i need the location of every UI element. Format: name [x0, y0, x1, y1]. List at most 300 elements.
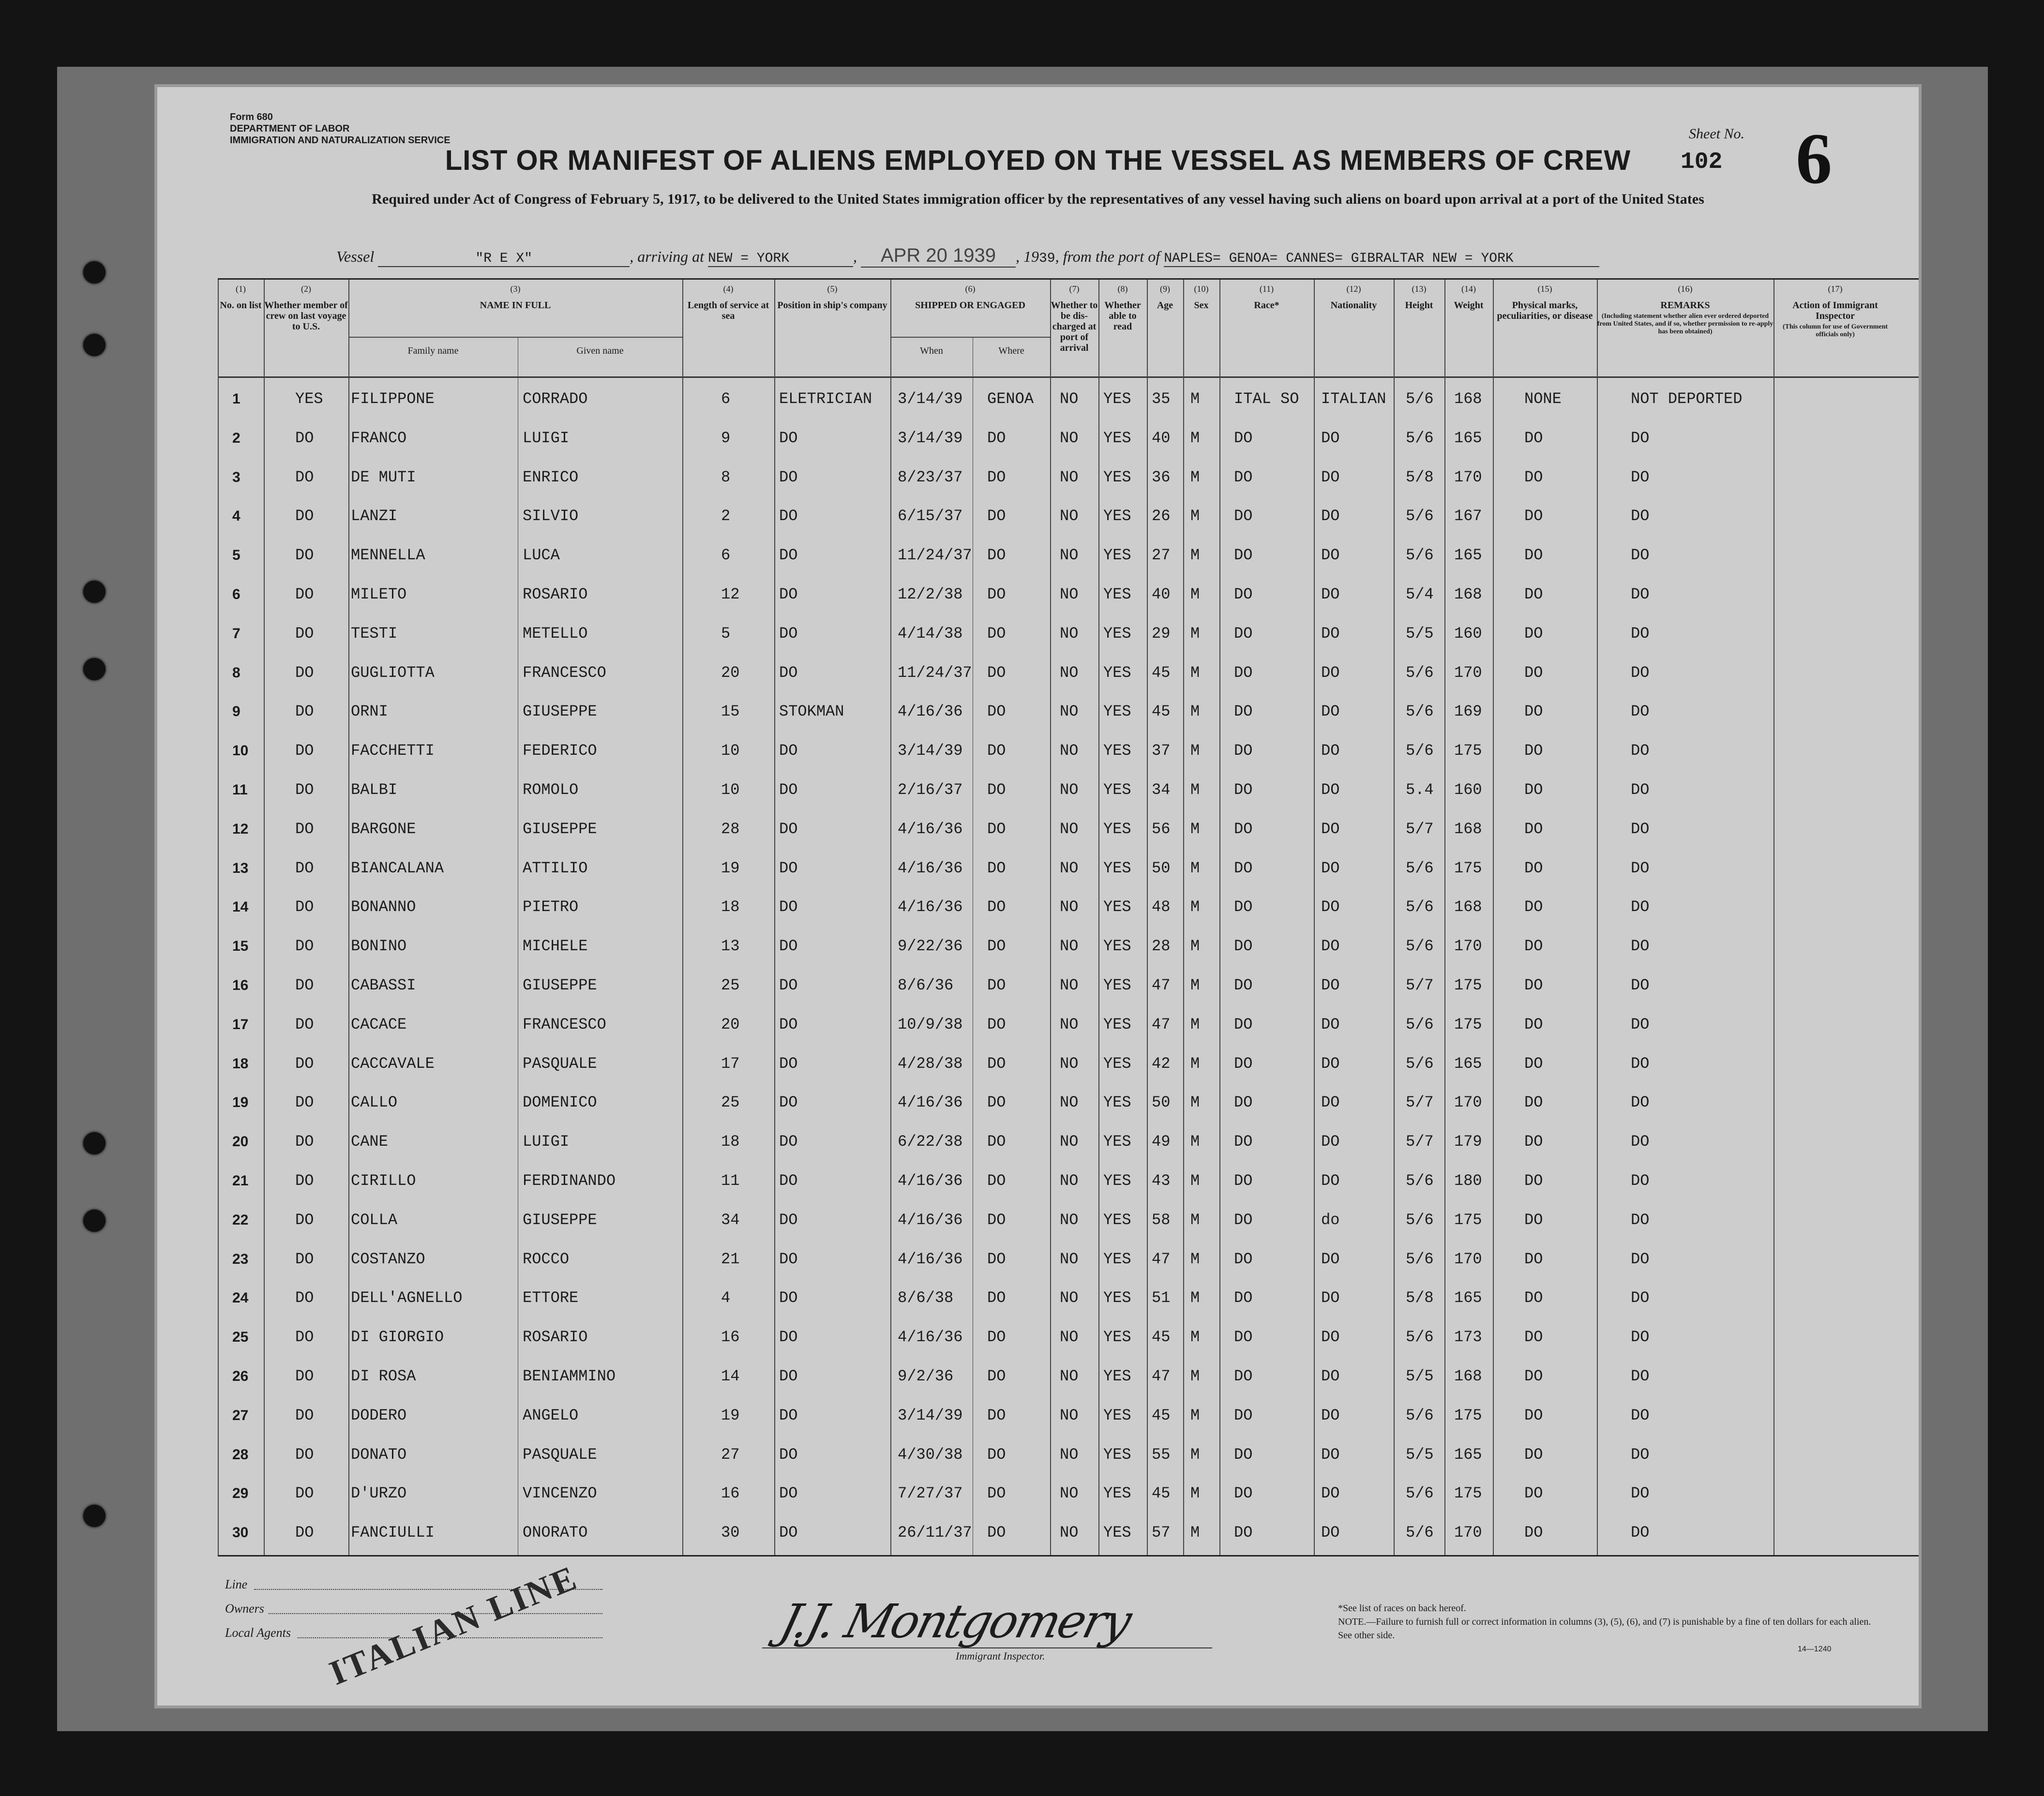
cell-remarks: DO	[1631, 937, 1650, 956]
cell-service: 14	[721, 1367, 740, 1385]
cell-when: 3/14/39	[898, 390, 963, 408]
cell-service: 15	[721, 703, 740, 721]
cell-given: GIUSEPPE	[523, 1211, 597, 1229]
column-label: SHIPPED OR ENGAGED	[915, 300, 1025, 311]
cell-no: 12	[232, 821, 249, 837]
cell-crew: DO	[295, 898, 314, 916]
inspector-label: Immigrant Inspector.	[956, 1650, 1045, 1662]
column-header	[1773, 280, 1897, 376]
column-header	[1314, 280, 1394, 376]
cell-when: 11/24/37	[898, 663, 972, 682]
cell-nationality: DO	[1321, 1367, 1340, 1385]
vessel-line: Vessel "R E X" , arriving at NEW = YORK , APR 20 1939 , 1939, from the port of NAPLES= GENOA= CANNES= GIBRALTAR NEW = YORK	[336, 245, 1599, 268]
column-label: Nationality	[1330, 300, 1377, 311]
cell-service: 10	[721, 742, 740, 760]
cell-no: 9	[232, 703, 240, 720]
cell-race: DO	[1234, 585, 1253, 603]
cell-service: 25	[721, 976, 740, 994]
cell-age: 56	[1152, 820, 1171, 838]
punch-hole	[83, 658, 105, 680]
cell-no: 18	[232, 1055, 249, 1072]
cell-sex: M	[1190, 703, 1200, 721]
cell-nationality: DO	[1321, 1250, 1340, 1268]
cell-race: DO	[1234, 1289, 1253, 1307]
cell-no: 7	[232, 625, 240, 642]
column-number: (12)	[1346, 284, 1361, 294]
cell-sex: M	[1190, 859, 1200, 877]
cell-age: 45	[1152, 1406, 1171, 1424]
cell-given: FERDINANDO	[523, 1172, 616, 1190]
cell-age: 45	[1152, 703, 1171, 721]
cell-nationality: DO	[1321, 937, 1340, 956]
column-label: REMARKS	[1660, 300, 1710, 311]
cell-discharged: NO	[1060, 1054, 1079, 1073]
table-row	[218, 1124, 1919, 1160]
cell-sex: M	[1190, 820, 1200, 838]
column-number: (2)	[301, 284, 311, 294]
table-row	[218, 498, 1919, 534]
cell-family: TESTI	[351, 624, 398, 643]
cell-family: CACCAVALE	[351, 1054, 435, 1073]
cell-age: 28	[1152, 937, 1171, 956]
table-row	[218, 538, 1919, 573]
cell-family: DI ROSA	[351, 1367, 416, 1385]
cell-remarks: DO	[1631, 1250, 1650, 1268]
cell-age: 37	[1152, 742, 1171, 760]
column-number: (1)	[236, 284, 246, 294]
column-number: (3)	[510, 284, 521, 294]
cell-remarks: DO	[1631, 781, 1650, 799]
cell-sex: M	[1190, 507, 1200, 525]
cell-height: 5/4	[1406, 585, 1434, 603]
cell-nationality: DO	[1321, 859, 1340, 877]
cell-age: 29	[1152, 624, 1171, 643]
cell-read: YES	[1103, 1211, 1131, 1229]
cell-nationality: do	[1321, 1211, 1340, 1229]
cell-race: DO	[1234, 1445, 1253, 1464]
cell-when: 4/16/36	[898, 1250, 963, 1268]
cell-race: DO	[1234, 1093, 1253, 1112]
cell-position: DO	[779, 1133, 798, 1151]
table-row	[218, 1515, 1919, 1551]
cell-crew: DO	[295, 859, 314, 877]
cell-discharged: NO	[1060, 976, 1079, 994]
cell-crew: DO	[295, 742, 314, 760]
cell-height: 5/6	[1406, 1211, 1434, 1229]
table-row	[218, 381, 1919, 417]
cell-position: DO	[779, 1328, 798, 1347]
cell-height: 5/6	[1406, 1328, 1434, 1347]
cell-marks: DO	[1524, 1093, 1543, 1112]
subcolumn-label: Where	[998, 345, 1024, 356]
cell-height: 5/5	[1406, 624, 1434, 643]
cell-height: 5/6	[1406, 1015, 1434, 1033]
table-row	[218, 1046, 1919, 1082]
cell-race: DO	[1234, 429, 1253, 447]
cell-marks: DO	[1524, 1015, 1543, 1033]
races-note: *See list of races on back hereof.	[1338, 1603, 1466, 1614]
arriving-port: NEW = YORK	[708, 251, 853, 267]
cell-read: YES	[1103, 1172, 1131, 1190]
cell-crew: DO	[295, 1524, 314, 1542]
cell-given: VINCENZO	[523, 1484, 597, 1503]
cell-height: 5/5	[1406, 1367, 1434, 1385]
cell-when: 8/6/36	[898, 976, 954, 994]
cell-discharged: NO	[1060, 1524, 1079, 1542]
cell-nationality: DO	[1321, 546, 1340, 565]
cell-read: YES	[1103, 624, 1131, 643]
table-row	[218, 733, 1919, 769]
cell-nationality: DO	[1321, 820, 1340, 838]
cell-position: DO	[779, 585, 798, 603]
cell-height: 5/6	[1406, 859, 1434, 877]
cell-position: DO	[779, 937, 798, 956]
cell-given: ETTORE	[523, 1289, 579, 1307]
cell-remarks: DO	[1631, 1133, 1650, 1151]
cell-where: DO	[987, 1250, 1006, 1268]
cell-read: YES	[1103, 1093, 1131, 1112]
cell-where: DO	[987, 468, 1006, 486]
cell-position: DO	[779, 1015, 798, 1033]
cell-where: DO	[987, 624, 1006, 643]
subheader-rule	[348, 337, 682, 338]
cell-race: DO	[1234, 742, 1253, 760]
cell-crew: DO	[295, 624, 314, 643]
cell-height: 5/7	[1406, 1133, 1434, 1151]
cell-discharged: NO	[1060, 1406, 1079, 1424]
cell-service: 19	[721, 1406, 740, 1424]
column-number: (8)	[1117, 284, 1128, 294]
cell-given: ENRICO	[523, 468, 579, 486]
cell-age: 35	[1152, 390, 1171, 408]
cell-weight: 165	[1454, 1054, 1482, 1073]
cell-height: 5/6	[1406, 1172, 1434, 1190]
cell-weight: 175	[1454, 742, 1482, 760]
cell-no: 16	[232, 977, 249, 993]
cell-crew: DO	[295, 1172, 314, 1190]
cell-family: COLLA	[351, 1211, 398, 1229]
column-header	[1147, 280, 1183, 376]
cell-marks: DO	[1524, 1524, 1543, 1542]
cell-family: COSTANZO	[351, 1250, 425, 1268]
cell-position: DO	[779, 429, 798, 447]
cell-no: 28	[232, 1446, 249, 1463]
cell-discharged: NO	[1060, 1328, 1079, 1347]
cell-no: 11	[232, 782, 248, 798]
header-divider	[218, 376, 1919, 378]
cell-read: YES	[1103, 820, 1131, 838]
column-label: Whether able to read	[1104, 300, 1141, 332]
cell-when: 4/16/36	[898, 1093, 963, 1112]
cell-marks: DO	[1524, 859, 1543, 877]
cell-no: 2	[232, 430, 240, 446]
cell-family: FANCIULLI	[351, 1524, 435, 1542]
cell-height: 5/7	[1406, 820, 1434, 838]
cell-family: CANE	[351, 1133, 388, 1151]
column-header	[1219, 280, 1314, 376]
column-number: (17)	[1828, 284, 1843, 294]
cell-where: GENOA	[987, 390, 1034, 408]
cell-weight: 173	[1454, 1328, 1482, 1347]
cell-age: 47	[1152, 1367, 1171, 1385]
column-header	[264, 280, 348, 376]
cell-read: YES	[1103, 546, 1131, 565]
cell-read: YES	[1103, 1367, 1131, 1385]
cell-marks: DO	[1524, 898, 1543, 916]
column-number: (4)	[723, 284, 734, 294]
cell-given: MICHELE	[523, 937, 588, 956]
cell-nationality: DO	[1321, 1054, 1340, 1073]
cell-crew: DO	[295, 585, 314, 603]
cell-read: YES	[1103, 1289, 1131, 1307]
cell-height: 5/6	[1406, 1524, 1434, 1542]
cell-position: DO	[779, 1367, 798, 1385]
cell-position: DO	[779, 1093, 798, 1112]
cell-age: 45	[1152, 663, 1171, 682]
cell-height: 5/6	[1406, 1484, 1434, 1503]
cell-service: 5	[721, 624, 731, 643]
cell-crew: DO	[295, 546, 314, 565]
column-label: Weight	[1454, 300, 1484, 311]
cell-no: 27	[232, 1407, 249, 1423]
punch-hole	[83, 334, 105, 356]
cell-no: 26	[232, 1368, 249, 1384]
cell-family: BIANCALANA	[351, 859, 444, 877]
table-row	[218, 772, 1919, 808]
cell-nationality: DO	[1321, 703, 1340, 721]
cell-no: 4	[232, 508, 240, 524]
cell-sex: M	[1190, 1406, 1200, 1424]
cell-service: 12	[721, 585, 740, 603]
table-row	[218, 420, 1919, 456]
cell-family: ORNI	[351, 703, 388, 721]
cell-race: DO	[1234, 546, 1253, 565]
crew-table	[218, 278, 1919, 1557]
cell-nationality: DO	[1321, 1172, 1340, 1190]
table-row	[218, 577, 1919, 613]
cell-when: 11/24/37	[898, 546, 972, 565]
cell-nationality: DO	[1321, 1133, 1340, 1151]
cell-weight: 179	[1454, 1133, 1482, 1151]
cell-given: FRANCESCO	[523, 1015, 606, 1033]
form-code: 14—1240	[1798, 1645, 1832, 1653]
cell-age: 50	[1152, 1093, 1171, 1112]
column-label: Length of service at sea	[687, 300, 769, 321]
cell-crew: DO	[295, 663, 314, 682]
cell-given: LUCA	[523, 546, 560, 565]
cell-no: 25	[232, 1329, 249, 1346]
cell-no: 19	[232, 1094, 249, 1111]
from-label: , from the port of	[1055, 248, 1160, 265]
column-header	[1098, 280, 1147, 376]
cell-discharged: NO	[1060, 1250, 1079, 1268]
column-header	[1597, 280, 1773, 376]
cell-discharged: NO	[1060, 1484, 1079, 1503]
cell-service: 11	[721, 1172, 740, 1190]
cell-sex: M	[1190, 976, 1200, 994]
cell-nationality: DO	[1321, 898, 1340, 916]
cell-race: DO	[1234, 1406, 1253, 1424]
cell-family: FACCHETTI	[351, 742, 435, 760]
table-row	[218, 1007, 1919, 1043]
table-row	[218, 1242, 1919, 1277]
cell-height: 5/6	[1406, 898, 1434, 916]
column-number: (14)	[1461, 284, 1476, 294]
cell-remarks: DO	[1631, 1367, 1650, 1385]
cell-where: DO	[987, 1328, 1006, 1347]
cell-no: 17	[232, 1016, 249, 1033]
cell-service: 21	[721, 1250, 740, 1268]
cell-position: DO	[779, 859, 798, 877]
cell-nationality: DO	[1321, 429, 1340, 447]
cell-service: 20	[721, 663, 740, 682]
cell-when: 3/14/39	[898, 429, 963, 447]
cell-sex: M	[1190, 1093, 1200, 1112]
fine-note: NOTE.—Failure to furnish full or correct information in columns (3), (5), (6), and (7) is punishable by a fine of ten dollars for each alien. See other side.	[1338, 1616, 1871, 1641]
table-row	[218, 889, 1919, 925]
column-label: Height	[1405, 300, 1433, 311]
cell-race: DO	[1234, 624, 1253, 643]
cell-marks: DO	[1524, 468, 1543, 486]
sheet-no-label: Sheet No.	[1689, 126, 1744, 142]
cell-family: DELL'AGNELLO	[351, 1289, 463, 1307]
cell-age: 43	[1152, 1172, 1171, 1190]
column-label: Sex	[1194, 300, 1209, 311]
cell-remarks: DO	[1631, 1015, 1650, 1033]
cell-where: DO	[987, 1172, 1006, 1190]
cell-weight: 175	[1454, 1211, 1482, 1229]
cell-marks: DO	[1524, 781, 1543, 799]
cell-position: DO	[779, 1289, 798, 1307]
cell-when: 4/16/36	[898, 859, 963, 877]
cell-nationality: DO	[1321, 742, 1340, 760]
cell-where: DO	[987, 1406, 1006, 1424]
cell-where: DO	[987, 663, 1006, 682]
cell-weight: 169	[1454, 703, 1482, 721]
cell-weight: 175	[1454, 1015, 1482, 1033]
cell-crew: DO	[295, 429, 314, 447]
cell-age: 58	[1152, 1211, 1171, 1229]
cell-height: 5/6	[1406, 937, 1434, 956]
cell-read: YES	[1103, 1524, 1131, 1542]
cell-service: 16	[721, 1328, 740, 1347]
signature-line	[762, 1647, 1212, 1648]
cell-when: 3/14/39	[898, 742, 963, 760]
cell-service: 27	[721, 1445, 740, 1464]
cell-sex: M	[1190, 1250, 1200, 1268]
cell-crew: DO	[295, 1133, 314, 1151]
cell-no: 24	[232, 1290, 249, 1306]
cell-discharged: NO	[1060, 1211, 1079, 1229]
cell-crew: DO	[295, 468, 314, 486]
date-stamp: APR 20 1939	[861, 245, 1016, 268]
cell-weight: 168	[1454, 585, 1482, 603]
sheet-no-value: 102	[1681, 149, 1723, 175]
table-row	[218, 1085, 1919, 1121]
cell-weight: 170	[1454, 1093, 1482, 1112]
manifest-sheet	[157, 87, 1919, 1706]
cell-discharged: NO	[1060, 663, 1079, 682]
cell-when: 10/9/38	[898, 1015, 963, 1033]
cell-no: 1	[232, 391, 240, 407]
cell-race: DO	[1234, 1133, 1253, 1151]
punch-hole	[83, 1505, 105, 1527]
cell-sex: M	[1190, 1054, 1200, 1073]
cell-marks: DO	[1524, 507, 1543, 525]
cell-family: BARGONE	[351, 820, 416, 838]
cell-given: PASQUALE	[523, 1054, 597, 1073]
cell-marks: DO	[1524, 429, 1543, 447]
vessel-label: Vessel	[336, 248, 375, 265]
cell-weight: 175	[1454, 1484, 1482, 1503]
cell-height: 5/7	[1406, 976, 1434, 994]
cell-crew: DO	[295, 820, 314, 838]
cell-position: DO	[779, 1445, 798, 1464]
cell-given: ATTILIO	[523, 859, 588, 877]
cell-service: 6	[721, 390, 731, 408]
column-header	[890, 280, 1050, 376]
cell-height: 5/6	[1406, 1250, 1434, 1268]
cell-discharged: NO	[1060, 1445, 1079, 1464]
cell-race: DO	[1234, 859, 1253, 877]
cell-marks: DO	[1524, 546, 1543, 565]
cell-weight: 170	[1454, 937, 1482, 956]
cell-given: LUIGI	[523, 429, 570, 447]
cell-crew: DO	[295, 781, 314, 799]
cell-given: ROMOLO	[523, 781, 579, 799]
cell-given: ONORATO	[523, 1524, 588, 1542]
cell-age: 45	[1152, 1484, 1171, 1503]
cell-remarks: DO	[1631, 1524, 1650, 1542]
cell-height: 5/6	[1406, 663, 1434, 682]
cell-position: DO	[779, 1211, 798, 1229]
cell-given: ROSARIO	[523, 1328, 588, 1347]
cell-sex: M	[1190, 663, 1200, 682]
cell-race: DO	[1234, 1328, 1253, 1347]
cell-discharged: NO	[1060, 585, 1079, 603]
cell-sex: M	[1190, 742, 1200, 760]
cell-when: 9/22/36	[898, 937, 963, 956]
cell-family: LANZI	[351, 507, 398, 525]
cell-given: GIUSEPPE	[523, 976, 597, 994]
cell-sex: M	[1190, 781, 1200, 799]
cell-height: 5/7	[1406, 1093, 1434, 1112]
cell-age: 50	[1152, 859, 1171, 877]
cell-crew: DO	[295, 1328, 314, 1347]
cell-no: 30	[232, 1525, 249, 1541]
cell-family: CABASSI	[351, 976, 416, 994]
cell-where: DO	[987, 1133, 1006, 1151]
cell-marks: DO	[1524, 1250, 1543, 1268]
cell-discharged: NO	[1060, 742, 1079, 760]
cell-race: ITAL SO	[1234, 390, 1299, 408]
cell-remarks: DO	[1631, 859, 1650, 877]
column-header	[682, 280, 774, 376]
vessel-name: "R E X"	[378, 251, 630, 267]
cell-sex: M	[1190, 1172, 1200, 1190]
column-label: Whether member of crew on last voyage to U.S.	[264, 300, 348, 332]
cell-weight: 170	[1454, 1524, 1482, 1542]
cell-sex: M	[1190, 937, 1200, 956]
subcolumn-label: When	[920, 345, 943, 356]
cell-read: YES	[1103, 781, 1131, 799]
cell-service: 9	[721, 429, 731, 447]
cell-where: DO	[987, 781, 1006, 799]
cell-marks: DO	[1524, 742, 1543, 760]
cell-discharged: NO	[1060, 546, 1079, 565]
cell-marks: DO	[1524, 1172, 1543, 1190]
cell-sex: M	[1190, 546, 1200, 565]
